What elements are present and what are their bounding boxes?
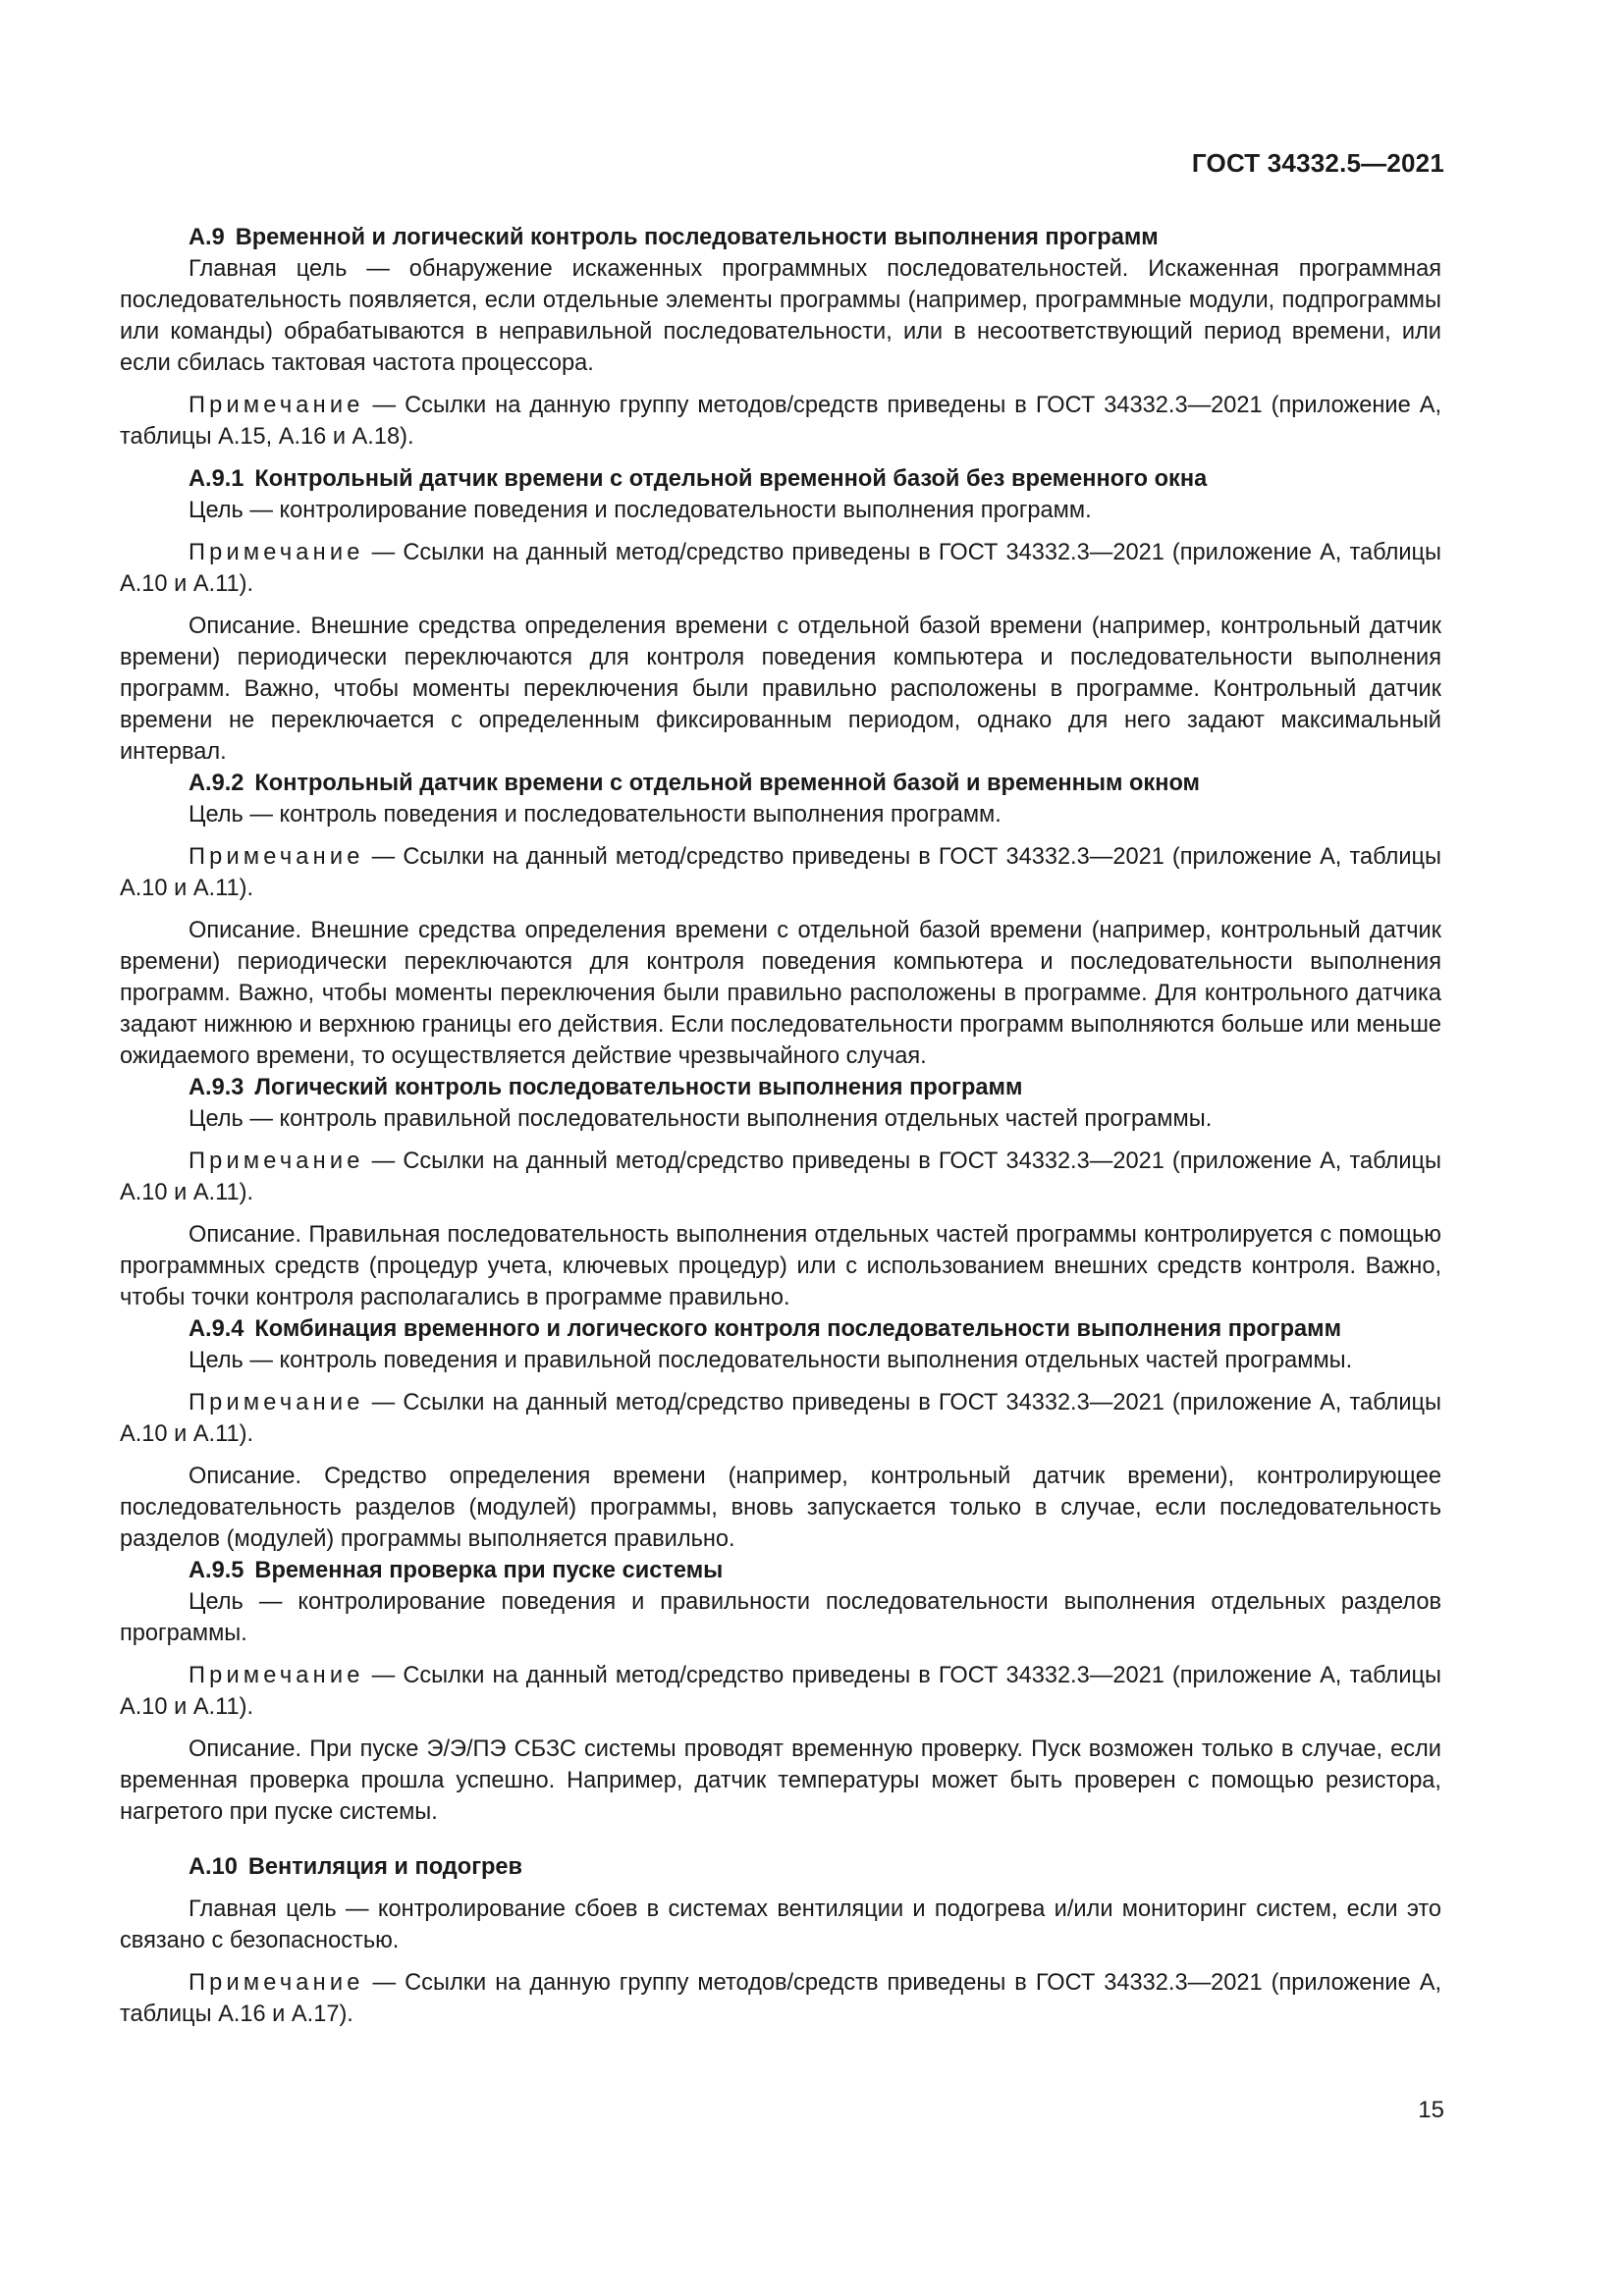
note-text: — Ссылки на данный метод/средство приведены в ГОСТ 34332.3—2021 (приложение А, таблицы А.10 и А.11).: [120, 1148, 1441, 1205]
section-number: А.9: [189, 225, 225, 250]
document-body: [120, 222, 1441, 2030]
section-heading-a9-5: [120, 1555, 1441, 1586]
note-label: Примечание: [189, 393, 364, 418]
description-paragraph: Описание. Внешние средства определения времени с отдельной базой времени (например, контрольный датчик времени) периодически переключаются для контроля поведения компьютера и последовательности выполнения программ. Важно, чтобы моменты переключения были правильно расположены в программе. Для контрольного датчика задают нижнюю и верхнюю границы его действия. Если последовательности программ выполняются больше или меньше ожидаемого времени, то осуществляется действие чрезвычайного случая.: [120, 918, 1441, 1069]
note-label: Примечание: [189, 1663, 364, 1688]
section-number: А.9.4: [189, 1316, 244, 1342]
section-title: Вентиляция и подогрев: [247, 1854, 523, 1880]
note-paragraph: [120, 1967, 1441, 2030]
paragraph: Цель — контролирование поведения и правильности последовательности выполнения отдельных разделов программы.: [120, 1589, 1441, 1646]
section-title: Контрольный датчик времени с отдельной временной базой без временного окна: [254, 466, 1208, 492]
note-text: — Ссылки на данную группу методов/средств приведены в ГОСТ 34332.3—2021 (приложение А, таблицы А.16 и А.17).: [120, 1970, 1441, 2027]
section-heading-a9: [120, 222, 1441, 253]
section-number: А.10: [189, 1854, 238, 1880]
note-paragraph: [120, 1660, 1441, 1723]
note-label: Примечание: [189, 540, 364, 565]
note-paragraph: [120, 1387, 1441, 1450]
section-heading-a9-3: [120, 1072, 1441, 1103]
paragraph: Цель — контроль поведения и правильной последовательности выполнения отдельных частей программы.: [189, 1348, 1353, 1373]
note-text: — Ссылки на данный метод/средство приведены в ГОСТ 34332.3—2021 (приложение А, таблицы А.10 и А.11).: [120, 540, 1441, 597]
section-heading-a9-2: [120, 768, 1441, 799]
note-label: Примечание: [189, 844, 364, 870]
note-paragraph: [120, 841, 1441, 904]
note-text: — Ссылки на данный метод/средство приведены в ГОСТ 34332.3—2021 (приложение А, таблицы А.10 и А.11).: [120, 1390, 1441, 1447]
note-paragraph: [120, 1146, 1441, 1208]
paragraph: Главная цель — обнаружение искаженных программных последовательностей. Искаженная программная последовательность появляется, если отдельные элементы программы (например, программные модули, подпрограммы или команды) обрабатываются в неправильной последовательности, или в несоответствующий период времени, или если сбилась тактовая частота процессора.: [120, 256, 1441, 376]
paragraph: Главная цель — контролирование сбоев в системах вентиляции и подогрева и/или мониторинг систем, если это связано с безопасностью.: [120, 1896, 1441, 1953]
page-number: 15: [1418, 2097, 1444, 2123]
paragraph: Цель — контроль поведения и последовательности выполнения программ.: [189, 802, 1001, 828]
section-number: А.9.2: [189, 771, 244, 796]
description-paragraph: Описание. Средство определения времени (например, контрольный датчик времени), контролирующее последовательность разделов (модулей) программы, вновь запускается только в случае, если последовательность разделов (модулей) программы выполняется правильно.: [120, 1464, 1441, 1552]
note-text: — Ссылки на данный метод/средство приведены в ГОСТ 34332.3—2021 (приложение А, таблицы А.10 и А.11).: [120, 844, 1441, 901]
section-number: А.9.1: [189, 466, 244, 492]
note-paragraph: [120, 390, 1441, 453]
description-paragraph: Описание. Внешние средства определения времени с отдельной базой времени (например, контрольный датчик времени) периодически переключаются для контроля поведения компьютера и последовательности выполнения программ. Важно, чтобы моменты переключения были правильно расположены в программе. Контрольный датчик времени не переключается с определенным фиксированным периодом, однако для него задают максимальный интервал.: [120, 614, 1441, 765]
note-label: Примечание: [189, 1148, 364, 1174]
section-heading-a9-4: [120, 1313, 1441, 1345]
description-paragraph: Описание. Правильная последовательность выполнения отдельных частей программы контролируется с помощью программных средств (процедур учета, ключевых процедур) или с использованием внешних средств контроля. Важно, чтобы точки контроля располагались в программе правильно.: [120, 1222, 1441, 1310]
section-title: Комбинация временного и логического контроля последовательности выполнения программ: [254, 1316, 1342, 1342]
section-heading-a10: [120, 1851, 1441, 1883]
document-header: ГОСТ 34332.5—2021: [1191, 148, 1444, 178]
paragraph: Цель — контролирование поведения и последовательности выполнения программ.: [189, 498, 1092, 523]
note-text: — Ссылки на данный метод/средство приведены в ГОСТ 34332.3—2021 (приложение А, таблицы А.10 и А.11).: [120, 1663, 1441, 1720]
note-label: Примечание: [189, 1390, 364, 1415]
note-label: Примечание: [189, 1970, 364, 1996]
section-title: Временной и логический контроль последовательности выполнения программ: [235, 225, 1159, 250]
section-title: Контрольный датчик времени с отдельной временной базой и временным окном: [254, 771, 1201, 796]
section-heading-a9-1: [120, 463, 1441, 495]
note-paragraph: [120, 537, 1441, 600]
section-number: А.9.3: [189, 1075, 244, 1100]
section-number: А.9.5: [189, 1558, 244, 1583]
note-text: — Ссылки на данную группу методов/средств приведены в ГОСТ 34332.3—2021 (приложение А, таблицы А.15, А.16 и А.18).: [120, 393, 1441, 450]
description-paragraph: Описание. При пуске Э/Э/ПЭ СБЗС системы проводят временную проверку. Пуск возможен только в случае, если временная проверка прошла успешно. Например, датчик температуры может быть проверен с помощью резистора, нагретого при пуске системы.: [120, 1736, 1441, 1825]
section-title: Временная проверка при пуске системы: [254, 1558, 724, 1583]
section-title: Логический контроль последовательности выполнения программ: [254, 1075, 1023, 1100]
paragraph: Цель — контроль правильной последовательности выполнения отдельных частей программы.: [189, 1106, 1213, 1132]
